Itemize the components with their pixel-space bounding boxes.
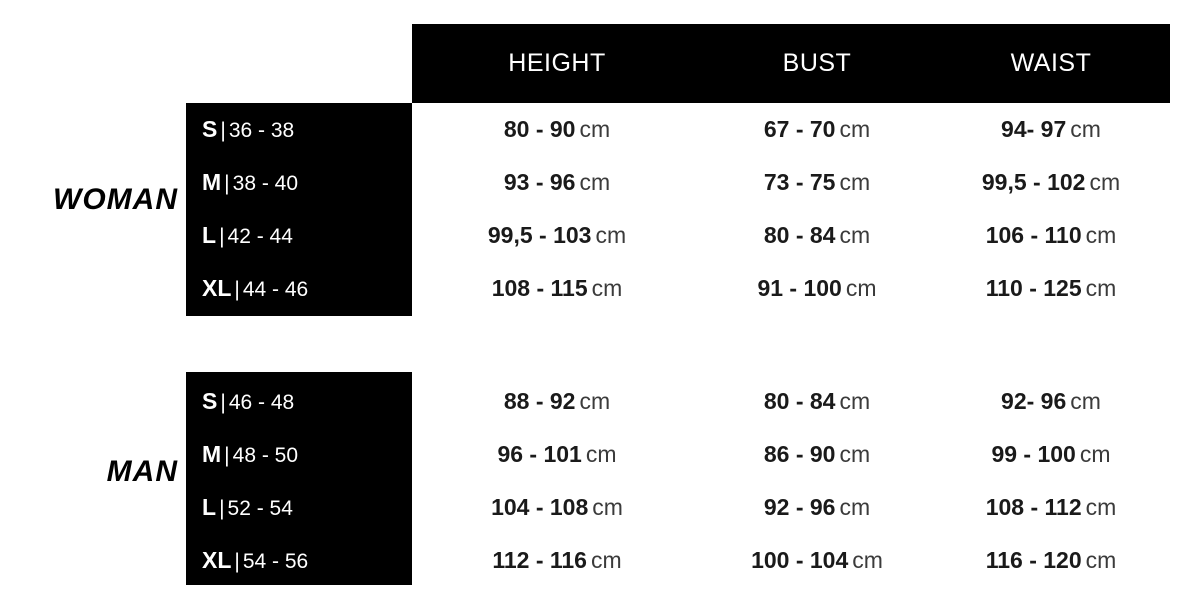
measurement-value: 93 - 96 (503, 169, 576, 195)
measurement-value: 108 - 112 (985, 494, 1082, 520)
size-code: S (202, 388, 218, 414)
measurement-waist (932, 156, 1170, 209)
size-code: L (202, 494, 217, 520)
measurement-unit: cm (839, 494, 871, 520)
size-range: 42 - 44 (227, 225, 293, 248)
measurement-unit: cm (1085, 275, 1117, 301)
measurement-value: 104 - 108 (491, 494, 589, 520)
measurement-unit: cm (592, 494, 623, 520)
group-label-man: MAN (106, 455, 178, 488)
measurement-value: 112 - 116 (492, 547, 587, 573)
measurement-unit: cm (1089, 169, 1121, 195)
measurement-height (412, 375, 702, 428)
measurement-unit: cm (579, 169, 611, 195)
table-row (186, 156, 1170, 209)
measurement-unit: cm (590, 547, 622, 573)
group-label-woman: WOMAN (53, 183, 178, 216)
table-row (186, 428, 1170, 481)
measurement-value: 94- 97 (1001, 116, 1067, 142)
table-row (186, 534, 1170, 587)
measurement-unit: cm (1085, 547, 1117, 573)
size-separator: | (224, 172, 230, 195)
size-code: XL (202, 547, 232, 573)
measurement-value: 108 - 115 (491, 275, 588, 301)
size-separator: | (219, 497, 225, 520)
table-row (186, 375, 1170, 428)
measurement-height (412, 428, 702, 481)
measurement-unit: cm (591, 275, 623, 301)
measurement-value: 92- 96 (1001, 388, 1067, 414)
measurement-value: 92 - 96 (763, 494, 836, 520)
size-range: 54 - 56 (242, 550, 309, 573)
measurement-unit: cm (1085, 222, 1117, 248)
measurement-value: 99,5 - 102 (981, 169, 1086, 195)
measurement-value: 106 - 110 (985, 222, 1082, 248)
measurement-unit: cm (1079, 441, 1111, 467)
table-row (186, 103, 1170, 156)
measurement-bust (702, 428, 932, 481)
size-cell (186, 103, 412, 156)
measurement-bust (702, 534, 932, 587)
size-separator: | (220, 119, 226, 142)
size-code: S (202, 116, 218, 142)
size-separator: | (234, 278, 240, 301)
size-code: M (202, 441, 222, 467)
size-cell (186, 262, 412, 315)
size-cell (186, 209, 412, 262)
size-range: 46 - 48 (228, 391, 295, 414)
measurement-height (412, 156, 702, 209)
measurement-value: 80 - 90 (503, 116, 576, 142)
measurement-waist (932, 375, 1170, 428)
size-separator: | (224, 444, 230, 467)
size-cell (186, 534, 412, 587)
size-cell (186, 156, 412, 209)
measurement-waist (932, 103, 1170, 156)
size-separator: | (234, 550, 240, 573)
measurement-value: 96 - 101 (497, 441, 582, 467)
size-cell (186, 428, 412, 481)
measurement-unit: cm (1070, 388, 1101, 414)
measurement-bust (702, 262, 932, 315)
size-code: M (202, 169, 222, 195)
measurement-value: 86 - 90 (763, 441, 836, 467)
size-code: XL (202, 275, 232, 301)
measurement-unit: cm (1070, 116, 1101, 142)
size-cell (186, 375, 412, 428)
size-code: L (202, 222, 217, 248)
measurement-unit: cm (585, 441, 617, 467)
measurement-bust (702, 103, 932, 156)
measurement-unit: cm (845, 275, 877, 301)
measurement-bust (702, 481, 932, 534)
measurement-height (412, 209, 702, 262)
measurement-height (412, 262, 702, 315)
size-cell (186, 481, 412, 534)
column-header-height: HEIGHT (508, 49, 606, 77)
measurement-unit: cm (839, 388, 871, 414)
table-header-band (412, 24, 1170, 103)
measurement-height (412, 481, 702, 534)
measurement-unit: cm (852, 547, 883, 573)
measurement-unit: cm (839, 116, 871, 142)
measurement-waist (932, 534, 1170, 587)
measurement-value: 110 - 125 (985, 275, 1082, 301)
table-row (186, 209, 1170, 262)
measurement-height (412, 103, 702, 156)
measurement-value: 80 - 84 (763, 388, 836, 414)
measurement-unit: cm (839, 169, 871, 195)
measurement-value: 99 - 100 (991, 441, 1076, 467)
measurement-unit: cm (839, 222, 871, 248)
measurement-bust (702, 375, 932, 428)
measurement-unit: cm (1085, 494, 1117, 520)
measurement-value: 88 - 92 (503, 388, 576, 414)
table-row (186, 262, 1170, 315)
measurement-waist (932, 481, 1170, 534)
measurement-height (412, 534, 702, 587)
size-separator: | (220, 391, 226, 414)
measurement-value: 99,5 - 103 (487, 222, 592, 248)
table-row (186, 481, 1170, 534)
size-range: 36 - 38 (228, 119, 295, 142)
measurement-unit: cm (579, 116, 611, 142)
measurement-waist (932, 209, 1170, 262)
measurement-value: 73 - 75 (763, 169, 836, 195)
measurement-value: 116 - 120 (985, 547, 1082, 573)
measurement-value: 67 - 70 (763, 116, 836, 142)
column-header-bust: BUST (782, 49, 852, 77)
measurement-unit: cm (579, 388, 611, 414)
size-range: 44 - 46 (242, 278, 309, 301)
size-separator: | (219, 225, 225, 248)
measurement-waist (932, 428, 1170, 481)
column-header-waist: WAIST (1010, 49, 1092, 77)
size-range: 52 - 54 (227, 497, 293, 520)
measurement-unit: cm (595, 222, 627, 248)
measurement-bust (702, 156, 932, 209)
size-range: 48 - 50 (232, 444, 299, 467)
size-range: 38 - 40 (232, 172, 299, 195)
measurement-value: 100 - 104 (751, 547, 849, 573)
measurement-unit: cm (839, 441, 871, 467)
measurement-value: 91 - 100 (757, 275, 842, 301)
measurement-waist (932, 262, 1170, 315)
measurement-bust (702, 209, 932, 262)
measurement-value: 80 - 84 (763, 222, 836, 248)
